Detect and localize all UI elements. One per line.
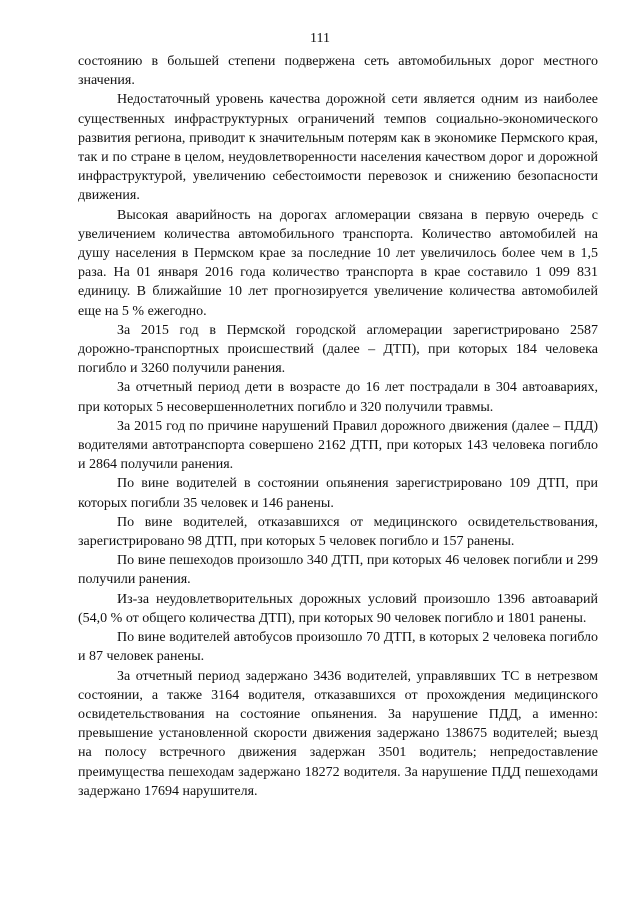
page-number: 111 (310, 31, 330, 46)
paragraph-road-conditions: Из-за неудовлетворительных дорожных условий произошло 1396 автоаварий (54,0 % от общего количества ДТП), при которых 90 человек погибло и 1801 ранены. (78, 591, 598, 626)
paragraph-continuation: состоянию в большей степени подвержена сеть автомобильных дорог местного значения. (78, 54, 598, 89)
document-body (78, 52, 598, 801)
paragraph-pedestrians: По вине пешеходов произошло 340 ДТП, при которых 46 человек погибли и 299 получили ранения. (78, 553, 598, 588)
paragraph-accident-rate: Высокая аварийность на дорогах агломерации связана в первую очередь с увеличением количества автомобильного транспорта. Количество автомобилей на душу населения в Пермском крае за последние 10 лет увеличилось более чем в 1,5 раза. На 01 января 2016 года количество транспорта в крае составило 1 099 831 единицу. В ближайшие 10 лет прогнозируется увеличение количества автомобилей еще на 5 % ежегодно. (78, 207, 598, 319)
paragraph-2015-accidents: За 2015 год в Пермской городской агломерации зарегистрировано 2587 дорожно-транспортных происшествий (далее – ДТП), при которых 184 человека погибло и 3260 получили ранения. (78, 322, 598, 377)
paragraph-refused-examination: По вине водителей, отказавшихся от медицинского освидетельствования, зарегистрировано 98 ДТП, при которых 5 человек погибло и 157 ранены. (78, 514, 598, 550)
paragraph-detained-drivers: За отчетный период задержано 3436 водителей, управлявших ТС в нетрезвом состоянии, а также 3164 водителя, отказавшихся от прохождения медицинского освидетельствования на состояние опьянения. За нарушение ПДД, а именно: превышение установленной скорости движения задержано 138675 водителей; выезд на полосу встречного движения задержан 3501 водитель; непредоставление преимущества пешеходам задержано 18272 водителя. За нарушение ПДД пешеходами задержано 17694 нарушителя. (78, 668, 598, 799)
paragraph-traffic-rule-violations: За 2015 год по причине нарушений Правил дорожного движения (далее – ПДД) водителями автотранспорта совершено 2162 ДТП, при которых 143 человека погибло и 2864 получили ранения. (78, 418, 598, 473)
paragraph-children-injured: За отчетный период дети в возрасте до 16 лет пострадали в 304 автоавариях, при которых 5 несовершеннолетних погибло и 320 получили травмы. (78, 380, 598, 415)
paragraph-bus-drivers: По вине водителей автобусов произошло 70 ДТП, в которых 2 человека погибло и 87 человек ранены. (78, 630, 598, 665)
paragraph-road-network-quality: Недостаточный уровень качества дорожной сети является одним из наиболее существенных инфраструктурных ограничений темпов социально-экономического развития региона, приводит к значительным потерям как в экономике Пермского края, так и по стране в целом, неудовлетворенности населения качеством дорог и дорожной инфраструктурой, увеличению себестоимости перевозок и снижению безопасности движения. (78, 92, 598, 204)
paragraph-drunk-drivers: По вине водителей в состоянии опьянения зарегистрировано 109 ДТП, при которых погибли 35 человек и 146 ранены. (78, 476, 598, 511)
